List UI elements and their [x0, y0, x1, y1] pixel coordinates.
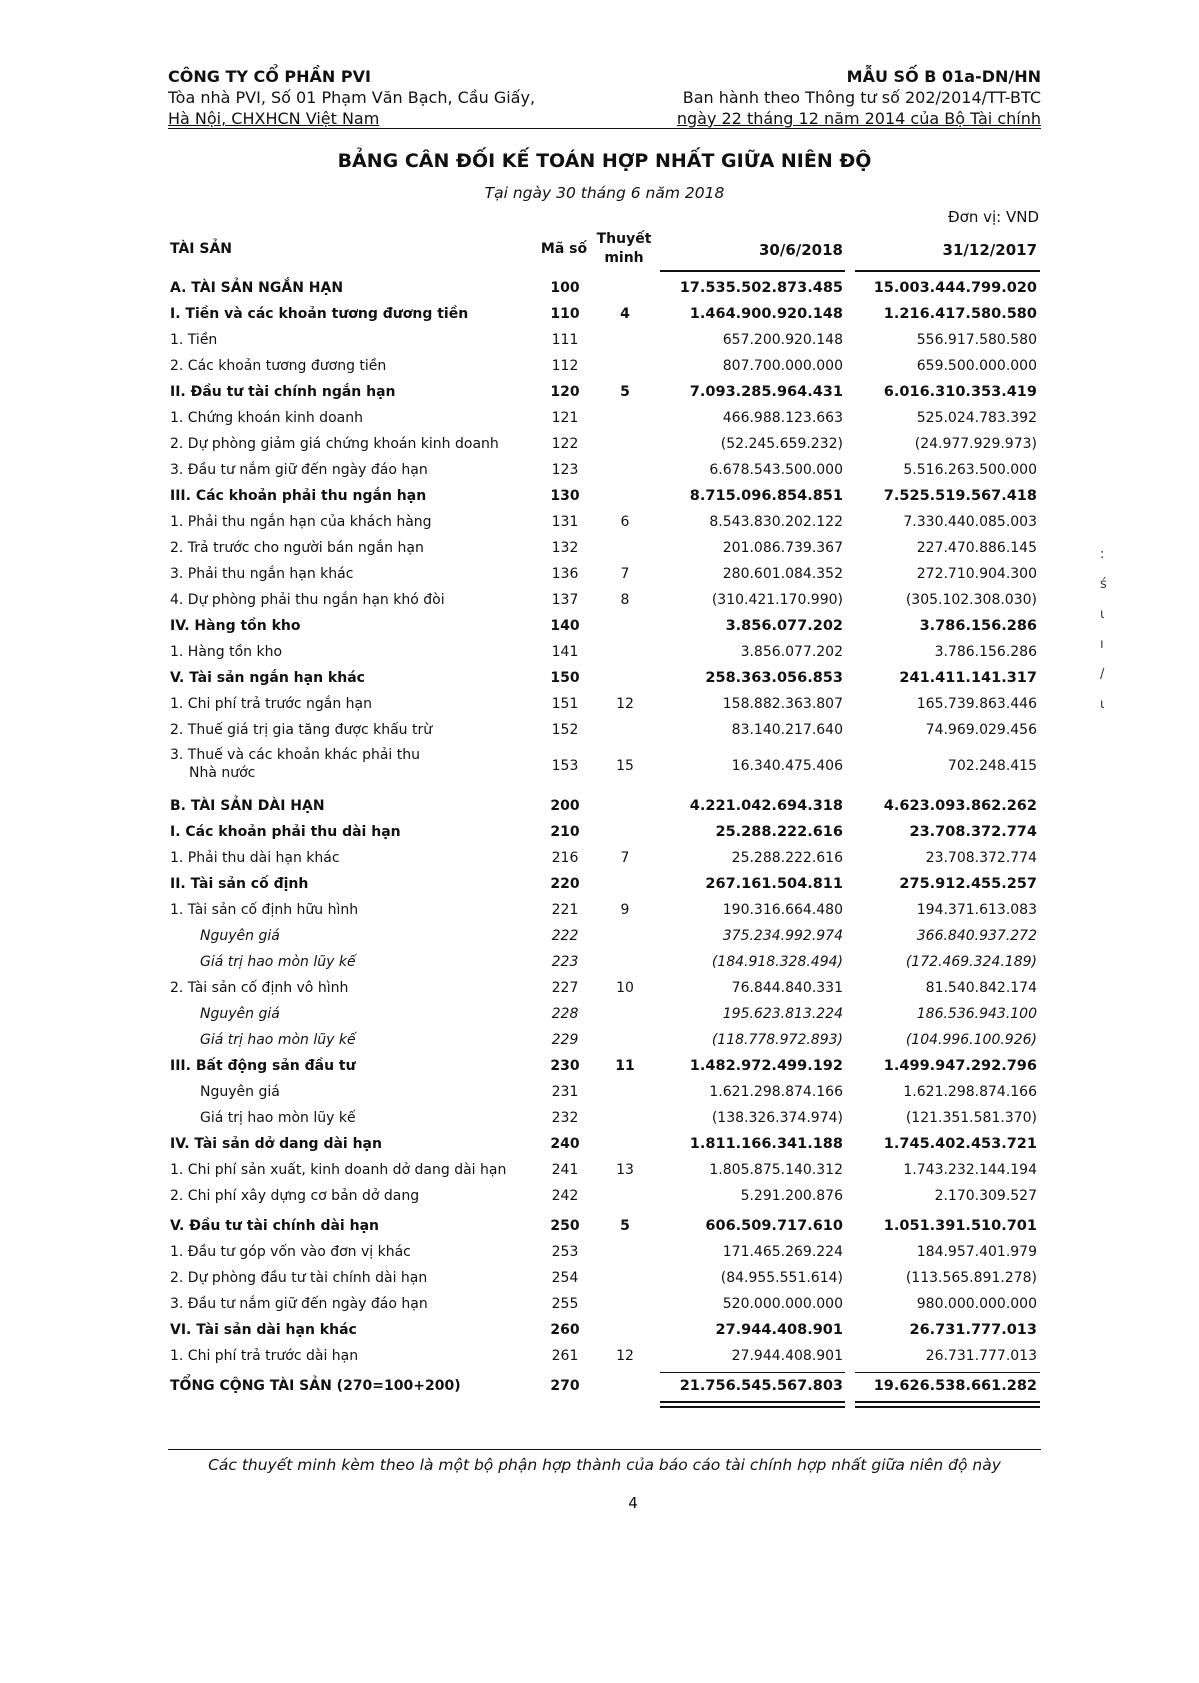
row-value-period1: 201.086.739.367	[722, 540, 843, 556]
row-code: 122	[551, 436, 579, 452]
row-label: Giá trị hao mòn lũy kế	[200, 954, 356, 970]
row-label: Giá trị hao mòn lũy kế	[200, 1110, 356, 1126]
table-row	[0, 458, 1199, 484]
row-value-period1: 8.715.096.854.851	[689, 488, 843, 504]
column-header-note-line2: minh	[604, 250, 644, 266]
row-label: V. Tài sản ngắn hạn khác	[170, 670, 365, 686]
row-value-period2: (172.469.324.189)	[905, 954, 1037, 970]
table-row	[0, 976, 1199, 1002]
row-value-period1: (184.918.328.494)	[711, 954, 843, 970]
row-code: 241	[551, 1162, 579, 1178]
row-code: 110	[550, 306, 580, 322]
row-label: 1. Chi phí trả trước dài hạn	[170, 1348, 359, 1364]
row-code: 223	[551, 954, 579, 970]
row-value-period1: (84.955.551.614)	[720, 1270, 843, 1286]
row-value-period1: 5.291.200.876	[740, 1188, 843, 1204]
table-row	[0, 1106, 1199, 1132]
row-value-period2: 980.000.000.000	[916, 1296, 1037, 1312]
table-row	[0, 924, 1199, 950]
row-label: 1. Tài sản cố định hữu hình	[170, 902, 359, 918]
row-value-period2: (113.565.891.278)	[905, 1270, 1037, 1286]
row-label: I. Tiền và các khoản tương đương tiền	[170, 306, 469, 322]
row-value-period1: 466.988.123.663	[722, 410, 843, 426]
row-label: 1. Đầu tư góp vốn vào đơn vị khác	[170, 1244, 411, 1260]
table-row	[0, 1028, 1199, 1054]
row-value-period2: 241.411.141.317	[899, 670, 1037, 686]
row-code: 254	[551, 1270, 579, 1286]
row-code: 136	[551, 566, 579, 582]
table-row	[0, 536, 1199, 562]
row-value-period1: 1.621.298.874.166	[709, 1084, 843, 1100]
row-value-period2: 366.840.937.272	[916, 928, 1037, 944]
row-code: 270	[550, 1378, 580, 1394]
table-row	[0, 302, 1199, 328]
row-value-period2: 4.623.093.862.262	[883, 798, 1037, 814]
row-note: 15	[616, 758, 634, 774]
row-label: 3. Đầu tư nắm giữ đến ngày đáo hạn	[170, 462, 428, 478]
row-code: 200	[550, 798, 580, 814]
row-label: Nguyên giá	[200, 928, 280, 944]
row-label: II. Tài sản cố định	[170, 876, 309, 892]
period2-underline	[855, 270, 1040, 272]
row-code: 253	[551, 1244, 579, 1260]
row-value-period1: 280.601.084.352	[722, 566, 843, 582]
row-label: TỔNG CỘNG TÀI SẢN (270=100+200)	[170, 1378, 461, 1394]
table-row	[0, 950, 1199, 976]
row-value-period1: 1.805.875.140.312	[709, 1162, 843, 1178]
row-value-period1: 807.700.000.000	[722, 358, 843, 374]
company-name: CÔNG TY CỔ PHẦN PVI	[168, 67, 371, 86]
scan-margin-marks: : ś ɩ ı / ɩ	[1100, 547, 1107, 712]
row-value-period2: 26.731.777.013	[925, 1348, 1037, 1364]
row-code: 261	[551, 1348, 579, 1364]
row-value-period2: 1.216.417.580.580	[883, 306, 1037, 322]
row-value-period1: (52.245.659.232)	[720, 436, 843, 452]
row-value-period1: 16.340.475.406	[731, 758, 843, 774]
row-code: 232	[551, 1110, 579, 1126]
row-value-period2: 19.626.538.661.282	[873, 1378, 1037, 1394]
row-value-period2: 23.708.372.774	[909, 824, 1037, 840]
row-value-period1: 21.756.545.567.803	[679, 1378, 843, 1394]
row-value-period1: 190.316.664.480	[722, 902, 843, 918]
table-row	[0, 432, 1199, 458]
row-value-period1: 83.140.217.640	[731, 722, 843, 738]
row-label: 2. Các khoản tương đương tiền	[170, 358, 387, 374]
row-code: 140	[550, 618, 580, 634]
table-row	[0, 872, 1199, 898]
row-note: 6	[620, 514, 630, 530]
row-value-period1: 17.535.502.873.485	[679, 280, 843, 296]
table-row	[0, 354, 1199, 380]
balance-sheet-table	[0, 276, 1199, 1400]
row-label: B. TÀI SẢN DÀI HẠN	[170, 798, 325, 814]
row-code: 151	[551, 696, 579, 712]
row-value-period2: 3.786.156.286	[919, 618, 1037, 634]
table-row	[0, 744, 1199, 790]
row-code: 228	[551, 1006, 579, 1022]
row-code: 255	[551, 1296, 579, 1312]
table-row	[0, 1080, 1199, 1106]
company-address-line1: Tòa nhà PVI, Số 01 Phạm Văn Bạch, Cầu Giấy,	[168, 88, 536, 107]
row-value-period1: 158.882.363.807	[722, 696, 843, 712]
total-rule-top-period2	[855, 1372, 1040, 1373]
table-row	[0, 1214, 1199, 1240]
row-label: Nguyên giá	[200, 1084, 280, 1100]
table-row	[0, 666, 1199, 692]
table-row	[0, 588, 1199, 614]
row-value-period2: 1.621.298.874.166	[903, 1084, 1037, 1100]
row-code: 112	[551, 358, 579, 374]
table-row	[0, 328, 1199, 354]
row-label: II. Đầu tư tài chính ngắn hạn	[170, 384, 396, 400]
row-value-period1: 1.811.166.341.188	[689, 1136, 843, 1152]
row-value-period1: 4.221.042.694.318	[689, 798, 843, 814]
row-value-period2: 275.912.455.257	[899, 876, 1037, 892]
table-row	[0, 1344, 1199, 1370]
table-row	[0, 1054, 1199, 1080]
table-row	[0, 1132, 1199, 1158]
row-label: Giá trị hao mòn lũy kế	[200, 1032, 356, 1048]
row-value-period2: 186.536.943.100	[916, 1006, 1037, 1022]
row-value-period1: 195.623.813.224	[722, 1006, 843, 1022]
total-double-rule-period1	[660, 1401, 845, 1408]
row-label: V. Đầu tư tài chính dài hạn	[170, 1218, 379, 1234]
row-label-line2: Nhà nước	[189, 765, 256, 781]
column-header-period1: 30/6/2018	[758, 241, 843, 259]
row-label: 1. Chi phí sản xuất, kinh doanh dở dang dài hạn	[170, 1162, 507, 1178]
form-header	[621, 66, 1041, 129]
row-label: 2. Tài sản cố định vô hình	[170, 980, 349, 996]
row-label: 1. Chứng khoán kinh doanh	[170, 410, 363, 426]
table-row	[0, 1002, 1199, 1028]
row-value-period1: 258.363.056.853	[705, 670, 843, 686]
row-value-period2: (24.977.929.973)	[914, 436, 1037, 452]
row-code: 111	[551, 332, 579, 348]
row-value-period1: 7.093.285.964.431	[689, 384, 843, 400]
row-code: 221	[551, 902, 579, 918]
row-value-period1: 171.465.269.224	[722, 1244, 843, 1260]
total-rule-top-period1	[660, 1372, 845, 1373]
table-row	[0, 1318, 1199, 1344]
column-header-asset: TÀI SẢN	[170, 241, 233, 257]
row-value-period2: 227.470.886.145	[916, 540, 1037, 556]
row-value-period1: 27.944.408.901	[731, 1348, 843, 1364]
table-row	[0, 484, 1199, 510]
table-row	[0, 406, 1199, 432]
company-address-line2: Hà Nội, CHXHCN Việt Nam	[168, 109, 380, 128]
row-code: 220	[550, 876, 580, 892]
row-value-period1: 25.288.222.616	[731, 850, 843, 866]
row-note: 10	[616, 980, 634, 996]
row-code: 153	[551, 758, 579, 774]
row-label: 2. Dự phòng đầu tư tài chính dài hạn	[170, 1270, 428, 1286]
row-note: 13	[616, 1162, 634, 1178]
row-label: III. Các khoản phải thu ngắn hạn	[170, 488, 427, 504]
issued-by-line2: ngày 22 tháng 12 năm 2014 của Bộ Tài chính	[676, 109, 1041, 128]
row-label-line1: 3. Thuế và các khoản khác phải thu	[170, 747, 420, 763]
row-value-period1: 606.509.717.610	[705, 1218, 843, 1234]
row-value-period2: 184.957.401.979	[916, 1244, 1037, 1260]
row-code: 120	[550, 384, 580, 400]
total-double-rule-period2	[855, 1401, 1040, 1408]
row-code: 121	[551, 410, 579, 426]
row-label: III. Bất động sản đầu tư	[170, 1058, 356, 1074]
column-header-code: Mã số	[540, 241, 588, 257]
row-label: I. Các khoản phải thu dài hạn	[170, 824, 401, 840]
row-label: 2. Chi phí xây dựng cơ bản dở dang	[170, 1188, 420, 1204]
row-label: 1. Tiền	[170, 332, 218, 348]
row-note: 4	[620, 306, 630, 322]
row-value-period2: 525.024.783.392	[916, 410, 1037, 426]
footer-divider	[168, 1449, 1041, 1450]
row-label: 1. Hàng tồn kho	[170, 644, 283, 660]
row-note: 9	[620, 902, 630, 918]
table-row	[0, 1240, 1199, 1266]
row-note: 7	[620, 566, 630, 582]
row-code: 150	[550, 670, 580, 686]
column-header-note	[592, 230, 656, 268]
row-code: 132	[551, 540, 579, 556]
row-value-period2: 7.330.440.085.003	[903, 514, 1037, 530]
row-value-period1: 76.844.840.331	[731, 980, 843, 996]
row-label: 1. Phải thu dài hạn khác	[170, 850, 340, 866]
table-row	[0, 846, 1199, 872]
row-label: A. TÀI SẢN NGẮN HẠN	[170, 280, 344, 296]
row-label: 3. Phải thu ngắn hạn khác	[170, 566, 354, 582]
row-label: IV. Tài sản dở dang dài hạn	[170, 1136, 382, 1152]
row-value-period2: 15.003.444.799.020	[873, 280, 1037, 296]
column-header-note-line1: Thuyết	[596, 231, 652, 247]
table-row	[0, 562, 1199, 588]
row-code: 141	[551, 644, 579, 660]
row-code: 131	[551, 514, 579, 530]
row-label: VI. Tài sản dài hạn khác	[170, 1322, 357, 1338]
row-code: 242	[551, 1188, 579, 1204]
period1-underline	[660, 270, 845, 272]
row-label: 2. Thuế giá trị gia tăng được khấu trừ	[170, 722, 433, 738]
row-label: Nguyên giá	[200, 1006, 280, 1022]
row-note: 11	[615, 1058, 635, 1074]
row-note: 12	[616, 1348, 634, 1364]
row-value-period1: 8.543.830.202.122	[709, 514, 843, 530]
row-value-period2: 272.710.904.300	[916, 566, 1037, 582]
row-value-period1: 27.944.408.901	[715, 1322, 843, 1338]
row-note: 8	[620, 592, 630, 608]
table-row	[0, 794, 1199, 820]
document-date: Tại ngày 30 tháng 6 năm 2018	[484, 184, 725, 202]
row-code: 130	[550, 488, 580, 504]
page-number: 4	[628, 1494, 638, 1512]
row-value-period2: 1.051.391.510.701	[883, 1218, 1037, 1234]
issued-by-line1: Ban hành theo Thông tư số 202/2014/TT-BTC	[682, 88, 1041, 107]
row-value-period2: 2.170.309.527	[934, 1188, 1037, 1204]
row-value-period1: 375.234.992.974	[722, 928, 843, 944]
row-code: 230	[550, 1058, 580, 1074]
company-header	[168, 66, 588, 129]
row-value-period2: 26.731.777.013	[909, 1322, 1037, 1338]
table-row	[0, 1158, 1199, 1184]
row-code: 152	[551, 722, 579, 738]
row-code: 222	[551, 928, 579, 944]
row-value-period2: 1.499.947.292.796	[883, 1058, 1037, 1074]
table-row	[0, 898, 1199, 924]
row-code: 216	[551, 850, 579, 866]
row-value-period2: 81.540.842.174	[925, 980, 1037, 996]
table-row	[0, 692, 1199, 718]
row-label: 4. Dự phòng phải thu ngắn hạn khó đòi	[170, 592, 445, 608]
row-value-period1: 657.200.920.148	[722, 332, 843, 348]
row-code: 231	[551, 1084, 579, 1100]
footer-note: Các thuyết minh kèm theo là một bộ phận hợp thành của báo cáo tài chính hợp nhất giữa niên độ này	[208, 1456, 1001, 1474]
row-value-period1: 3.856.077.202	[725, 618, 843, 634]
row-value-period2: 1.745.402.453.721	[883, 1136, 1037, 1152]
table-row	[0, 276, 1199, 302]
row-value-period2: 23.708.372.774	[925, 850, 1037, 866]
row-code: 210	[550, 824, 580, 840]
currency-unit: Đơn vị: VND	[948, 208, 1039, 226]
row-label: IV. Hàng tồn kho	[170, 618, 301, 634]
row-value-period2: (104.996.100.926)	[905, 1032, 1037, 1048]
row-value-period2: 74.969.029.456	[925, 722, 1037, 738]
table-row	[0, 1374, 1199, 1400]
row-code: 260	[550, 1322, 580, 1338]
row-value-period2: 165.739.863.446	[916, 696, 1037, 712]
row-value-period1: 6.678.543.500.000	[709, 462, 843, 478]
row-value-period1: 1.482.972.499.192	[689, 1058, 843, 1074]
row-value-period1: (310.421.170.990)	[711, 592, 843, 608]
table-row	[0, 1292, 1199, 1318]
row-label: 3. Đầu tư nắm giữ đến ngày đáo hạn	[170, 1296, 428, 1312]
table-row	[0, 1266, 1199, 1292]
row-note: 7	[620, 850, 630, 866]
row-label: 2. Trả trước cho người bán ngắn hạn	[170, 540, 424, 556]
document-title: BẢNG CÂN ĐỐI KẾ TOÁN HỢP NHẤT GIỮA NIÊN ĐỘ	[337, 150, 872, 172]
column-header-period2: 31/12/2017	[942, 241, 1037, 259]
row-value-period1: 3.856.077.202	[740, 644, 843, 660]
table-row	[0, 380, 1199, 406]
row-label: 1. Phải thu ngắn hạn của khách hàng	[170, 514, 432, 530]
row-value-period1: (118.778.972.893)	[711, 1032, 843, 1048]
row-code: 123	[551, 462, 579, 478]
header-divider	[168, 128, 1041, 129]
table-row	[0, 640, 1199, 666]
row-label	[170, 746, 420, 782]
form-code: MẪU SỐ B 01a-DN/HN	[846, 67, 1041, 86]
row-code: 100	[550, 280, 580, 296]
row-note: 12	[616, 696, 634, 712]
row-value-period2: 5.516.263.500.000	[903, 462, 1037, 478]
row-value-period1: 267.161.504.811	[705, 876, 843, 892]
row-value-period2: 1.743.232.144.194	[903, 1162, 1037, 1178]
row-note: 5	[620, 1218, 630, 1234]
row-value-period2: 3.786.156.286	[934, 644, 1037, 660]
table-row	[0, 718, 1199, 744]
row-code: 137	[551, 592, 579, 608]
table-row	[0, 510, 1199, 536]
row-value-period2: 6.016.310.353.419	[883, 384, 1037, 400]
row-label: 2. Dự phòng giảm giá chứng khoán kinh doanh	[170, 436, 499, 452]
row-value-period1: 25.288.222.616	[715, 824, 843, 840]
row-value-period2: 659.500.000.000	[916, 358, 1037, 374]
row-value-period2: 194.371.613.083	[916, 902, 1037, 918]
row-value-period1: 520.000.000.000	[722, 1296, 843, 1312]
row-value-period2: 702.248.415	[947, 758, 1037, 774]
row-value-period2: (305.102.308.030)	[905, 592, 1037, 608]
row-label: 1. Chi phí trả trước ngắn hạn	[170, 696, 372, 712]
row-code: 229	[551, 1032, 579, 1048]
row-value-period2: 7.525.519.567.418	[883, 488, 1037, 504]
table-row	[0, 1184, 1199, 1210]
table-row	[0, 820, 1199, 846]
row-value-period1: (138.326.374.974)	[711, 1110, 843, 1126]
row-code: 250	[550, 1218, 580, 1234]
row-value-period2: 556.917.580.580	[916, 332, 1037, 348]
row-note: 5	[620, 384, 630, 400]
table-row	[0, 614, 1199, 640]
row-value-period2: (121.351.581.370)	[905, 1110, 1037, 1126]
row-value-period1: 1.464.900.920.148	[689, 306, 843, 322]
row-code: 227	[551, 980, 579, 996]
row-code: 240	[550, 1136, 580, 1152]
